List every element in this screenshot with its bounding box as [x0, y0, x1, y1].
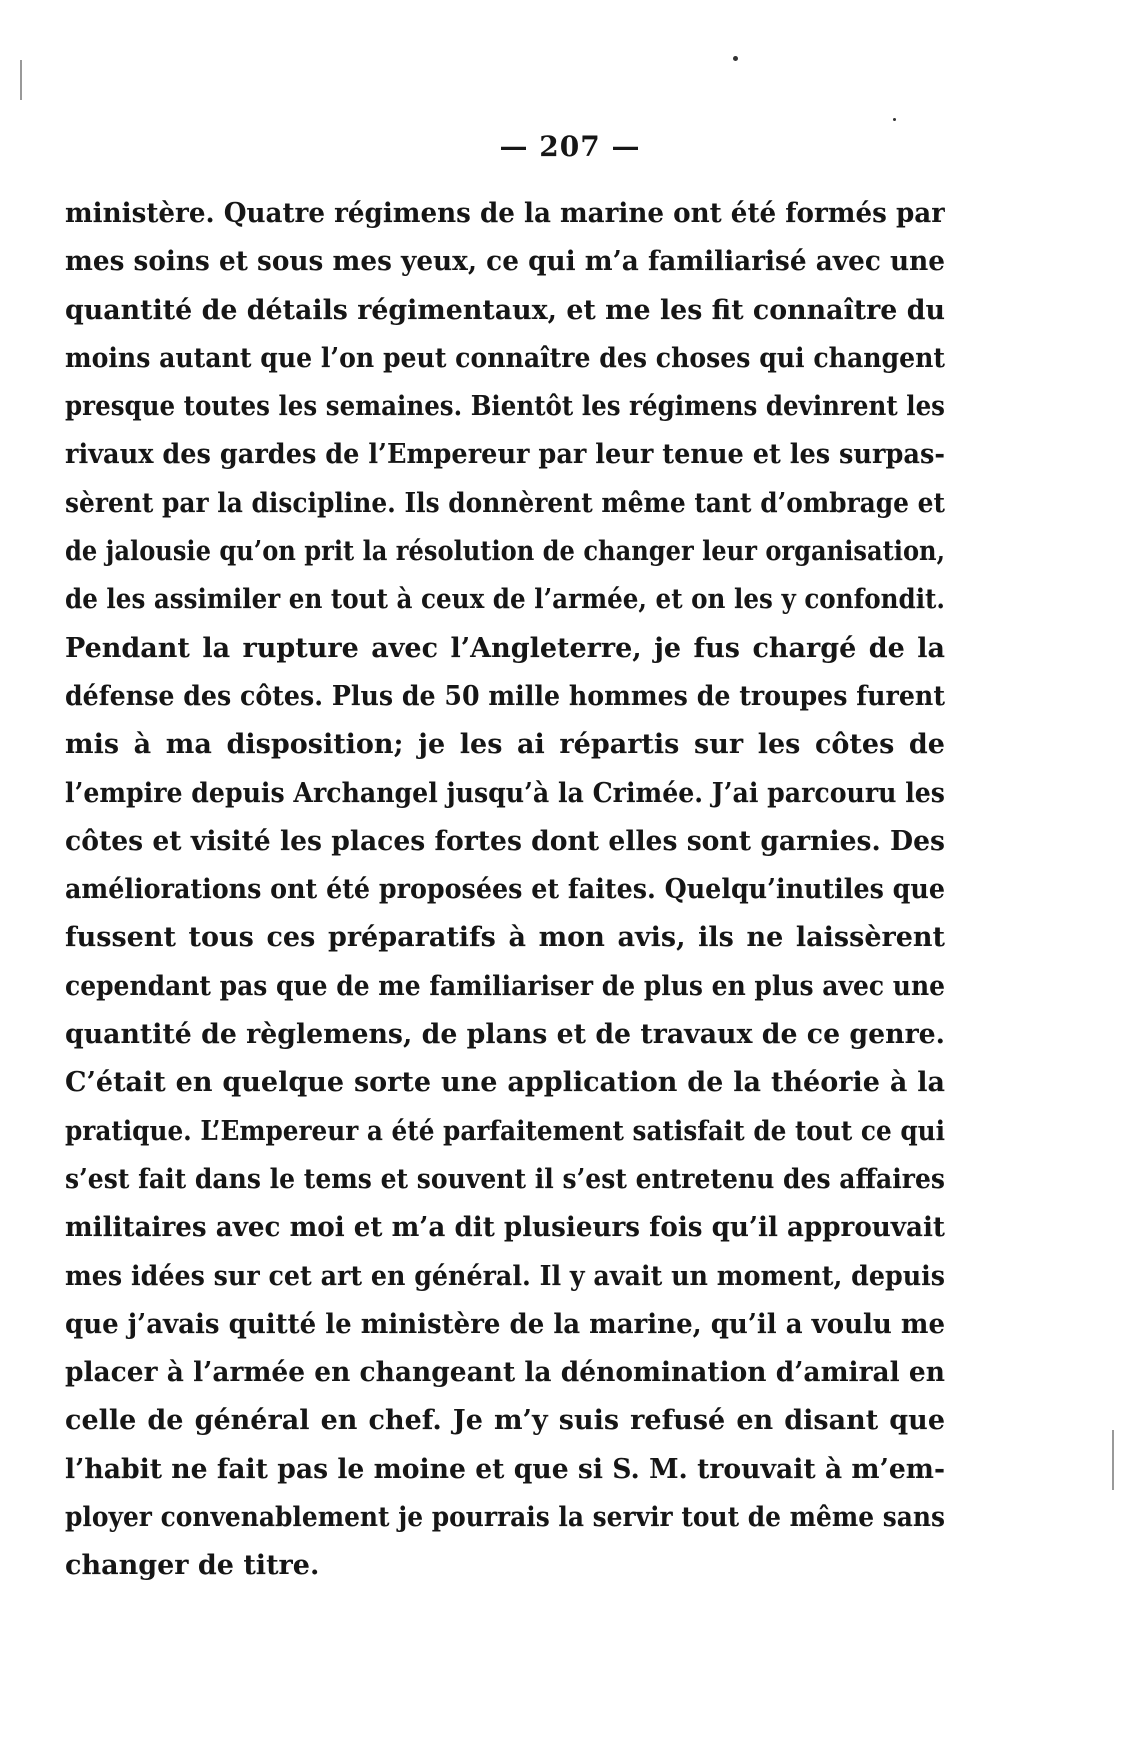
text-line: défense des côtes. Plus de 50 mille hommes de troupes furent [65, 680, 945, 712]
text-line: côtes et visité les places fortes dont elles sont garnies. Des [65, 825, 945, 857]
text-line: pratique. L’Empereur a été parfaitement satisfait de tout ce qui [65, 1115, 945, 1147]
text-line: C’était en quelque sorte une application de la théorie à la [65, 1067, 945, 1099]
text-line: cependant pas que de me familiariser de plus en plus avec une [65, 970, 945, 1002]
text-line: mes idées sur cet art en général. Il y avait un moment, depuis [65, 1260, 945, 1292]
text-line: améliorations ont été proposées et faites. Quelqu’inutiles que [65, 874, 945, 906]
text-line: s’est fait dans le tems et souvent il s’est entretenu des affaires [65, 1163, 945, 1195]
text-line: quantité de détails régimentaux, et me les fit connaître du [65, 294, 945, 326]
text-line: fussent tous ces préparatifs à mon avis, ils ne laissèrent [65, 922, 945, 954]
scan-speck [893, 118, 896, 121]
page-number: — 207 — [499, 130, 641, 163]
text-line: de jalousie qu’on prit la résolution de changer leur organisation, [65, 536, 945, 568]
scan-edge-mark [20, 60, 22, 100]
text-line: moins autant que l’on peut connaître des choses qui changent [65, 342, 945, 374]
scan-speck [733, 56, 738, 61]
body-text [65, 190, 945, 1591]
scan-edge-mark [1112, 1430, 1114, 1490]
text-line: militaires avec moi et m’a dit plusieurs fois qu’il approuvait [65, 1212, 945, 1244]
text-line: placer à l’armée en changeant la dénomination d’amiral en [65, 1357, 945, 1389]
text-line: Pendant la rupture avec l’Angleterre, je fus chargé de la [65, 632, 945, 664]
text-line: de les assimiler en tout à ceux de l’armée, et on les y confondit. [65, 584, 945, 616]
text-line: rivaux des gardes de l’Empereur par leur tenue et les surpas- [65, 439, 945, 471]
text-line: quantité de règlemens, de plans et de travaux de ce genre. [65, 1019, 945, 1051]
text-line: que j’avais quitté le ministère de la marine, qu’il a voulu me [65, 1308, 945, 1340]
text-line: celle de général en chef. Je m’y suis refusé en disant que [65, 1405, 945, 1437]
text-line: presque toutes les semaines. Bientôt les régimens devinrent les [65, 391, 945, 423]
text-line: l’habit ne fait pas le moine et que si S. M. trouvait à m’em- [65, 1453, 945, 1485]
text-line: sèrent par la discipline. Ils donnèrent même tant d’ombrage et [65, 487, 945, 519]
text-line: ployer convenablement je pourrais la servir tout de même sans [65, 1502, 945, 1534]
text-line: mis à ma disposition; je les ai répartis sur les côtes de [65, 729, 945, 761]
text-line: mes soins et sous mes yeux, ce qui m’a familiarisé avec une [65, 246, 945, 278]
text-line: ministère. Quatre régimens de la marine ont été formés par [65, 198, 945, 229]
text-line: l’empire depuis Archangel jusqu’à la Crimée. J’ai parcouru les [65, 777, 945, 809]
text-line: changer de titre. [65, 1550, 320, 1582]
